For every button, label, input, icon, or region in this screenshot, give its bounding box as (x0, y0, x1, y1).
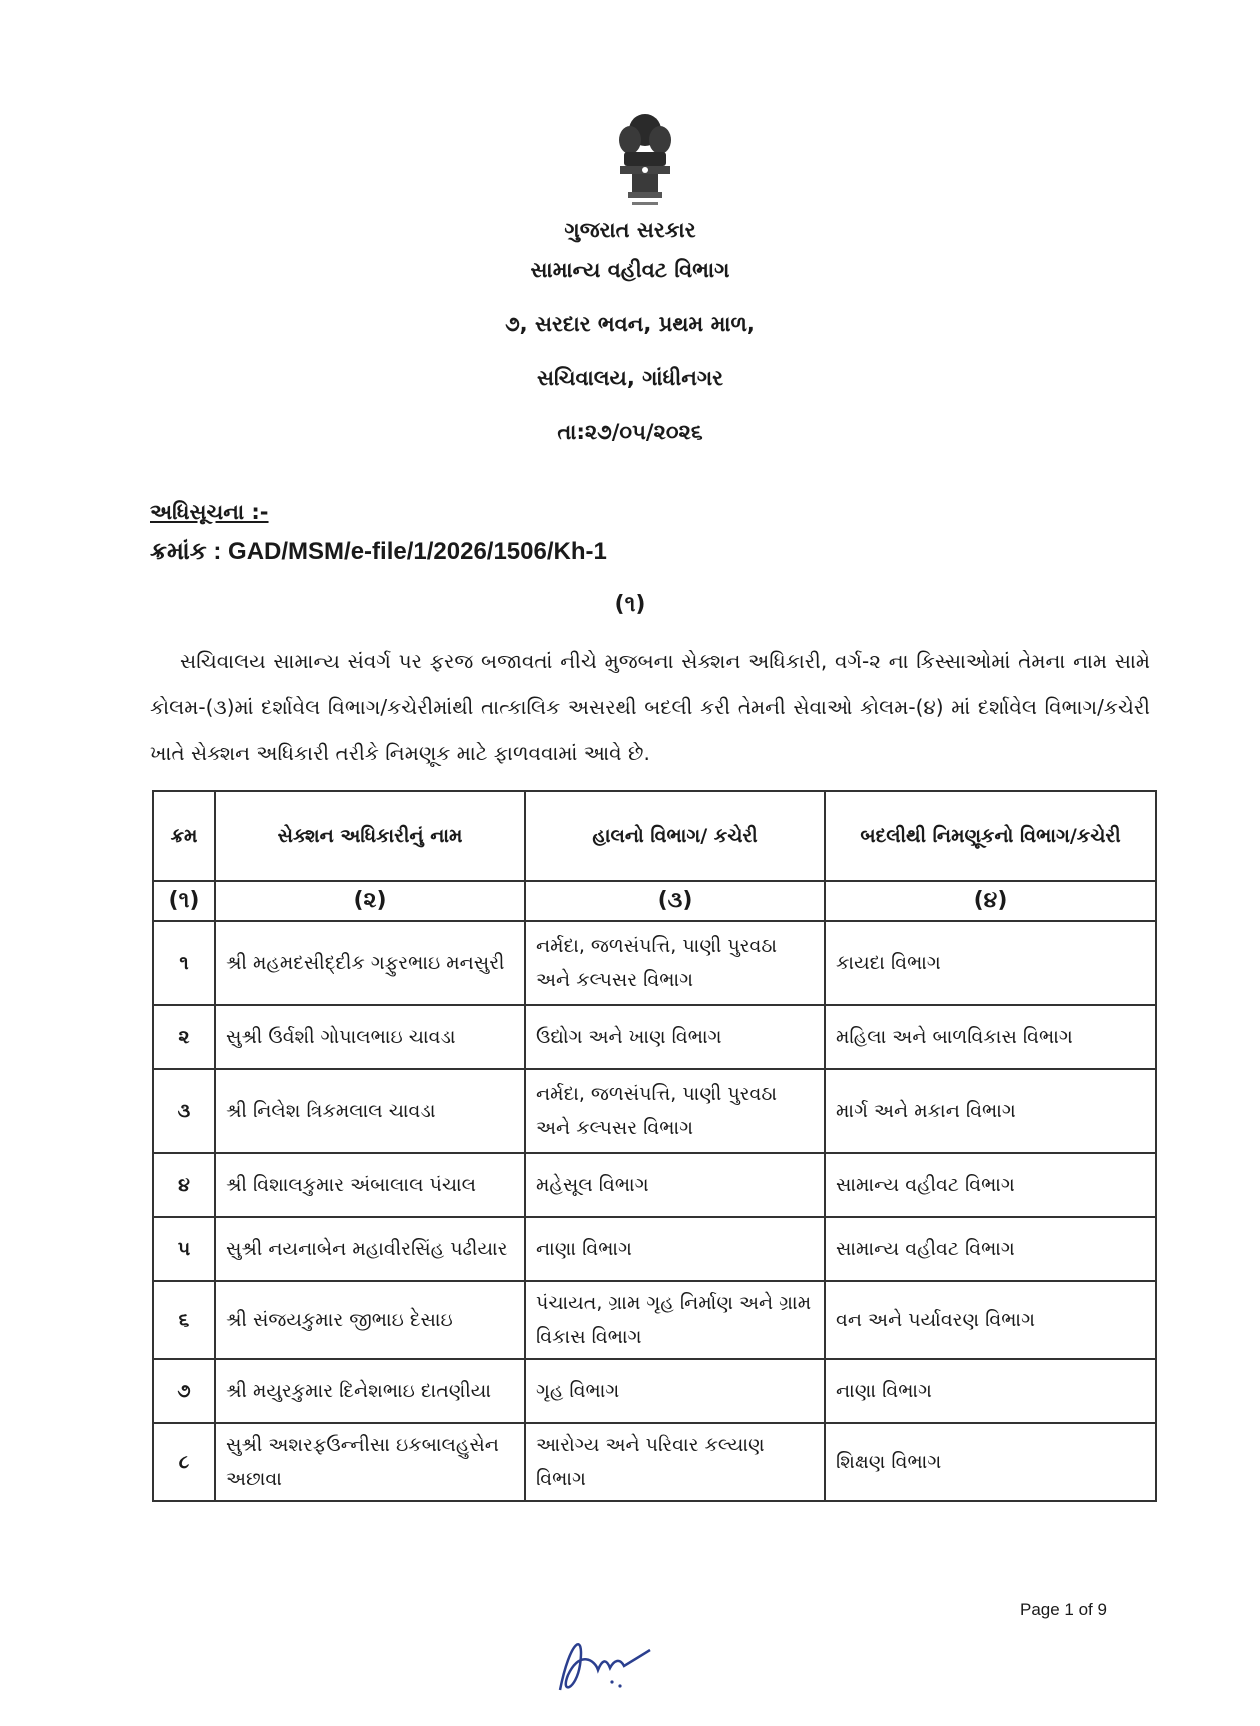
new-department-cell: શિક્ષણ વિભાગ (825, 1423, 1156, 1501)
serial-cell: ૧ (153, 921, 215, 1005)
current-department-cell: મહેસૂલ વિભાગ (525, 1153, 825, 1217)
table-row (153, 1069, 1156, 1153)
officer-name-cell: શ્રી નિલેશ ત્રિકમલાલ ચાવડા (215, 1069, 525, 1153)
column-number: (૩) (525, 881, 825, 921)
column-number: (૧) (153, 881, 215, 921)
new-department-cell: કાયદા વિભાગ (825, 921, 1156, 1005)
signature (540, 1620, 670, 1700)
notification-label: અધિસૂચના :- (150, 500, 269, 524)
new-department-cell: સામાન્ય વહીવટ વિભાગ (825, 1217, 1156, 1281)
officer-name-cell: શ્રી સંજયકુમાર જીભાઇ દેસાઇ (215, 1281, 525, 1359)
header-serial: ક્રમ (153, 791, 215, 881)
table-row (153, 1359, 1156, 1423)
serial-cell: ૪ (153, 1153, 215, 1217)
new-department-cell: નાણા વિભાગ (825, 1359, 1156, 1423)
new-department-cell: વન અને પર્યાવરણ વિભાગ (825, 1281, 1156, 1359)
page-number: Page 1 of 9 (1020, 1600, 1107, 1619)
address-line-2: સચિવાલય, ગાંધીનગર (536, 366, 724, 390)
new-department-cell: મહિલા અને બાળવિકાસ વિભાગ (825, 1005, 1156, 1069)
column-number: (૨) (215, 881, 525, 921)
current-department-cell: આરોગ્ય અને પરિવાર કલ્યાણ વિભાગ (525, 1423, 825, 1501)
current-department-cell: નાણા વિભાગ (525, 1217, 825, 1281)
officer-name-cell: શ્રી વિશાલકુમાર અંબાલાલ પંચાલ (215, 1153, 525, 1217)
header-officer-name: સેક્શન અધિકારીનું નામ (215, 791, 525, 881)
officer-name-cell: શ્રી મયુરકુમાર દિનેશભાઇ દાતણીયા (215, 1359, 525, 1423)
current-department-cell: ગૃહ વિભાગ (525, 1359, 825, 1423)
serial-cell: ૮ (153, 1423, 215, 1501)
serial-cell: ૭ (153, 1359, 215, 1423)
officer-name-cell: સુશ્રી અશરફઉન્નીસા ઇકબાલહુસેન અછાવા (215, 1423, 525, 1501)
current-department-cell: પંચાયત, ગ્રામ ગૃહ નિર્માણ અને ગ્રામ વિકાસ વિભાગ (525, 1281, 825, 1359)
current-department-cell: ઉદ્યોગ અને ખાણ વિભાગ (525, 1005, 825, 1069)
current-department-cell: નર્મદા, જળસંપત્તિ, પાણી પુરવઠા અને કલ્પસર વિભાગ (525, 921, 825, 1005)
officer-name-cell: સુશ્રી ઉર્વશી ગોપાલભાઇ ચાવડા (215, 1005, 525, 1069)
table-row (153, 1281, 1156, 1359)
section-number: (૧) (614, 592, 646, 617)
table-row (153, 921, 1156, 1005)
national-emblem-icon (610, 108, 680, 218)
table-header-row (153, 791, 1156, 881)
table-row (153, 1005, 1156, 1069)
government-name: ગુજરાત સરકાર (564, 218, 696, 242)
table-row (153, 1153, 1156, 1217)
document-date: તા:૨૭/૦૫/૨૦૨૬ (557, 420, 703, 444)
header-new-department: બદલીથી નિમણૂકનો વિભાગ/કચેરી (825, 791, 1156, 881)
table-row (153, 1423, 1156, 1501)
column-number: (૪) (825, 881, 1156, 921)
address-line-1: ૭, સરદાર ભવન, પ્રથમ માળ, (505, 312, 755, 336)
notification-paragraph: સચિવાલય સામાન્ય સંવર્ગ પર ફરજ બજાવતાં નીચે મુજબના સેક્શન અધિકારી, વર્ગ-૨ ના કિસ્સાઓમાં તેમના નામ સામે કોલમ-(૩)માં દર્શાવેલ વિભાગ/કચેરીમાંથી તાત્કાલિક અસરથી બદલી કરી તેમની સેવાઓ કોલમ-(૪) માં દર્શાવેલ વિભાગ/કચેરી ખાતે સેક્શન અધિકારી તરીકે નિમણૂક માટે ફાળવવામાં આવે છે. (150, 649, 1150, 765)
reference-number: ક્રમાંક : GAD/MSM/e-file/1/2026/1506/Kh-1 (150, 538, 607, 565)
transfer-table (152, 790, 1157, 1502)
table-row (153, 1217, 1156, 1281)
header-current-department: હાલનો વિભાગ/ કચેરી (525, 791, 825, 881)
current-department-cell: નર્મદા, જળસંપત્તિ, પાણી પુરવઠા અને કલ્પસર વિભાગ (525, 1069, 825, 1153)
department-name: સામાન્ય વહીવટ વિભાગ (530, 258, 730, 282)
new-department-cell: માર્ગ અને મકાન વિભાગ (825, 1069, 1156, 1153)
serial-cell: ૨ (153, 1005, 215, 1069)
officer-name-cell: સુશ્રી નયનાબેન મહાવીરસિંહ પઢીયાર (215, 1217, 525, 1281)
serial-cell: ૩ (153, 1069, 215, 1153)
serial-cell: ૫ (153, 1217, 215, 1281)
new-department-cell: સામાન્ય વહીવટ વિભાગ (825, 1153, 1156, 1217)
column-number-row (153, 881, 1156, 921)
serial-cell: ૬ (153, 1281, 215, 1359)
officer-name-cell: શ્રી મહમદસીદ્દીક ગફુરભાઇ મનસુરી (215, 921, 525, 1005)
